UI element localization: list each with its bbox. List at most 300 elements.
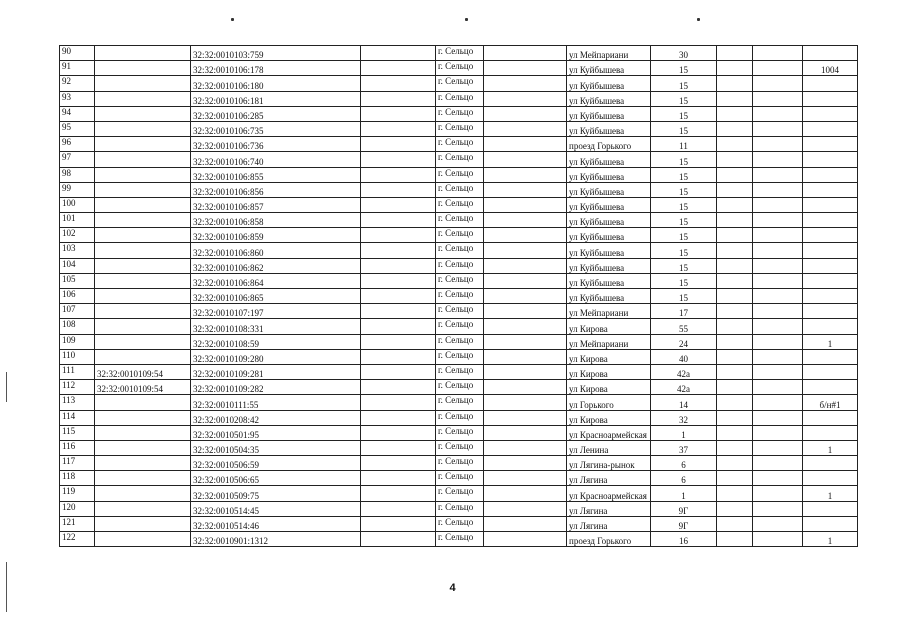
scan-mark — [697, 18, 700, 21]
parent-cadastral-cell — [95, 440, 191, 455]
cadastral-number-cell: 32:32:0010106:736 — [191, 137, 361, 152]
empty-cell-3 — [717, 243, 753, 258]
house-number-cell: 37 — [651, 440, 717, 455]
house-number-cell: 55 — [651, 319, 717, 334]
city-cell: г. Сельцо — [436, 319, 484, 334]
table-row — [60, 258, 858, 273]
table-row — [60, 46, 858, 61]
table-row — [60, 228, 858, 243]
parent-cadastral-cell — [95, 76, 191, 91]
empty-cell-3 — [717, 91, 753, 106]
cadastral-number-cell: 32:32:0010106:864 — [191, 273, 361, 288]
parent-cadastral-cell — [95, 319, 191, 334]
street-cell: ул Куйбышева — [567, 228, 651, 243]
city-cell: г. Сельцо — [436, 137, 484, 152]
house-number-cell: 32 — [651, 410, 717, 425]
empty-cell-3 — [717, 364, 753, 379]
parent-cadastral-cell — [95, 304, 191, 319]
empty-cell-1 — [361, 501, 436, 516]
city-cell: г. Сельцо — [436, 440, 484, 455]
city-cell: г. Сельцо — [436, 213, 484, 228]
empty-cell-1 — [361, 289, 436, 304]
parent-cadastral-cell — [95, 106, 191, 121]
empty-cell-3 — [717, 273, 753, 288]
apartment-cell — [803, 456, 858, 471]
apartment-cell — [803, 258, 858, 273]
street-cell: ул Кирова — [567, 380, 651, 395]
city-cell: г. Сельцо — [436, 501, 484, 516]
city-cell: г. Сельцо — [436, 289, 484, 304]
house-number-cell: 15 — [651, 273, 717, 288]
empty-cell-4 — [753, 46, 803, 61]
empty-cell-4 — [753, 213, 803, 228]
row-number-cell: 94 — [60, 106, 95, 121]
city-cell: г. Сельцо — [436, 182, 484, 197]
empty-cell-1 — [361, 152, 436, 167]
scan-mark — [465, 18, 468, 21]
house-number-cell: 6 — [651, 471, 717, 486]
empty-cell-1 — [361, 516, 436, 531]
empty-cell-2 — [484, 137, 567, 152]
empty-cell-2 — [484, 440, 567, 455]
cadastral-number-cell: 32:32:0010106:856 — [191, 182, 361, 197]
apartment-cell — [803, 137, 858, 152]
row-number-cell: 119 — [60, 486, 95, 501]
row-number-cell: 113 — [60, 395, 95, 410]
apartment-cell — [803, 182, 858, 197]
table-row — [60, 152, 858, 167]
scan-edge-line — [6, 372, 7, 402]
empty-cell-3 — [717, 106, 753, 121]
table-row — [60, 319, 858, 334]
empty-cell-2 — [484, 516, 567, 531]
register-table-body — [60, 46, 858, 547]
empty-cell-2 — [484, 273, 567, 288]
empty-cell-1 — [361, 349, 436, 364]
parent-cadastral-cell — [95, 395, 191, 410]
city-cell: г. Сельцо — [436, 380, 484, 395]
empty-cell-4 — [753, 380, 803, 395]
empty-cell-2 — [484, 152, 567, 167]
apartment-cell — [803, 213, 858, 228]
apartment-cell — [803, 106, 858, 121]
empty-cell-3 — [717, 213, 753, 228]
empty-cell-3 — [717, 349, 753, 364]
table-row — [60, 76, 858, 91]
empty-cell-4 — [753, 152, 803, 167]
empty-cell-4 — [753, 395, 803, 410]
scan-mark — [231, 18, 234, 21]
cadastral-number-cell: 32:32:0010108:59 — [191, 334, 361, 349]
table-row — [60, 91, 858, 106]
city-cell: г. Сельцо — [436, 364, 484, 379]
empty-cell-3 — [717, 532, 753, 547]
house-number-cell: 30 — [651, 46, 717, 61]
parent-cadastral-cell — [95, 243, 191, 258]
parent-cadastral-cell — [95, 167, 191, 182]
cadastral-number-cell: 32:32:0010106:862 — [191, 258, 361, 273]
table-row — [60, 304, 858, 319]
parent-cadastral-cell — [95, 197, 191, 212]
row-number-cell: 117 — [60, 456, 95, 471]
empty-cell-2 — [484, 213, 567, 228]
house-number-cell: 6 — [651, 456, 717, 471]
cadastral-number-cell: 32:32:0010106:285 — [191, 106, 361, 121]
table-row — [60, 61, 858, 76]
empty-cell-4 — [753, 456, 803, 471]
cadastral-number-cell: 32:32:0010501:95 — [191, 425, 361, 440]
empty-cell-4 — [753, 501, 803, 516]
empty-cell-4 — [753, 61, 803, 76]
empty-cell-1 — [361, 76, 436, 91]
city-cell: г. Сельцо — [436, 304, 484, 319]
street-cell: ул Кирова — [567, 319, 651, 334]
apartment-cell — [803, 380, 858, 395]
empty-cell-3 — [717, 486, 753, 501]
empty-cell-4 — [753, 197, 803, 212]
empty-cell-2 — [484, 456, 567, 471]
empty-cell-2 — [484, 258, 567, 273]
street-cell: ул Лягина-рынок — [567, 456, 651, 471]
table-row — [60, 364, 858, 379]
house-number-cell: 15 — [651, 152, 717, 167]
house-number-cell: 15 — [651, 289, 717, 304]
parent-cadastral-cell: 32:32:0010109:54 — [95, 364, 191, 379]
cadastral-number-cell: 32:32:0010106:859 — [191, 228, 361, 243]
city-cell: г. Сельцо — [436, 152, 484, 167]
row-number-cell: 97 — [60, 152, 95, 167]
parent-cadastral-cell — [95, 334, 191, 349]
row-number-cell: 104 — [60, 258, 95, 273]
apartment-cell — [803, 197, 858, 212]
parent-cadastral-cell — [95, 425, 191, 440]
row-number-cell: 92 — [60, 76, 95, 91]
street-cell: ул Кирова — [567, 364, 651, 379]
house-number-cell: 15 — [651, 197, 717, 212]
empty-cell-1 — [361, 380, 436, 395]
parent-cadastral-cell — [95, 152, 191, 167]
row-number-cell: 110 — [60, 349, 95, 364]
parent-cadastral-cell — [95, 273, 191, 288]
empty-cell-1 — [361, 182, 436, 197]
row-number-cell: 99 — [60, 182, 95, 197]
row-number-cell: 90 — [60, 46, 95, 61]
empty-cell-4 — [753, 76, 803, 91]
empty-cell-3 — [717, 410, 753, 425]
empty-cell-3 — [717, 197, 753, 212]
house-number-cell: 1 — [651, 486, 717, 501]
parent-cadastral-cell — [95, 258, 191, 273]
empty-cell-1 — [361, 440, 436, 455]
empty-cell-2 — [484, 289, 567, 304]
cadastral-number-cell: 32:32:0010106:178 — [191, 61, 361, 76]
empty-cell-2 — [484, 228, 567, 243]
empty-cell-2 — [484, 61, 567, 76]
street-cell: ул Куйбышева — [567, 243, 651, 258]
cadastral-number-cell: 32:32:0010506:65 — [191, 471, 361, 486]
empty-cell-3 — [717, 471, 753, 486]
city-cell: г. Сельцо — [436, 334, 484, 349]
row-number-cell: 91 — [60, 61, 95, 76]
empty-cell-3 — [717, 182, 753, 197]
row-number-cell: 122 — [60, 532, 95, 547]
empty-cell-4 — [753, 289, 803, 304]
parent-cadastral-cell — [95, 349, 191, 364]
table-row — [60, 334, 858, 349]
row-number-cell: 109 — [60, 334, 95, 349]
apartment-cell: 1 — [803, 486, 858, 501]
street-cell: проезд Горького — [567, 137, 651, 152]
city-cell: г. Сельцо — [436, 61, 484, 76]
cadastral-number-cell: 32:32:0010106:857 — [191, 197, 361, 212]
empty-cell-1 — [361, 410, 436, 425]
row-number-cell: 102 — [60, 228, 95, 243]
street-cell: ул Красноармейская — [567, 486, 651, 501]
cadastral-number-cell: 32:32:0010509:75 — [191, 486, 361, 501]
city-cell: г. Сельцо — [436, 486, 484, 501]
empty-cell-1 — [361, 456, 436, 471]
street-cell: ул Куйбышева — [567, 197, 651, 212]
city-cell: г. Сельцо — [436, 456, 484, 471]
empty-cell-2 — [484, 76, 567, 91]
city-cell: г. Сельцо — [436, 167, 484, 182]
empty-cell-1 — [361, 425, 436, 440]
empty-cell-2 — [484, 106, 567, 121]
apartment-cell — [803, 289, 858, 304]
empty-cell-2 — [484, 167, 567, 182]
cadastral-number-cell: 32:32:0010107:197 — [191, 304, 361, 319]
house-number-cell: 15 — [651, 258, 717, 273]
row-number-cell: 103 — [60, 243, 95, 258]
empty-cell-4 — [753, 471, 803, 486]
city-cell: г. Сельцо — [436, 349, 484, 364]
parent-cadastral-cell — [95, 289, 191, 304]
house-number-cell: 15 — [651, 91, 717, 106]
empty-cell-4 — [753, 273, 803, 288]
city-cell: г. Сельцо — [436, 228, 484, 243]
city-cell: г. Сельцо — [436, 410, 484, 425]
house-number-cell: 1 — [651, 425, 717, 440]
empty-cell-4 — [753, 91, 803, 106]
apartment-cell — [803, 273, 858, 288]
house-number-cell: 15 — [651, 167, 717, 182]
house-number-cell: 9Г — [651, 501, 717, 516]
row-number-cell: 106 — [60, 289, 95, 304]
cadastral-number-cell: 32:32:0010514:45 — [191, 501, 361, 516]
empty-cell-2 — [484, 486, 567, 501]
street-cell: проезд Горького — [567, 532, 651, 547]
empty-cell-2 — [484, 304, 567, 319]
city-cell: г. Сельцо — [436, 91, 484, 106]
row-number-cell: 101 — [60, 213, 95, 228]
empty-cell-1 — [361, 532, 436, 547]
table-row — [60, 440, 858, 455]
row-number-cell: 98 — [60, 167, 95, 182]
empty-cell-1 — [361, 167, 436, 182]
cadastral-number-cell: 32:32:0010106:865 — [191, 289, 361, 304]
row-number-cell: 116 — [60, 440, 95, 455]
house-number-cell: 24 — [651, 334, 717, 349]
empty-cell-2 — [484, 319, 567, 334]
empty-cell-3 — [717, 516, 753, 531]
house-number-cell: 42а — [651, 364, 717, 379]
row-number-cell: 112 — [60, 380, 95, 395]
empty-cell-4 — [753, 167, 803, 182]
table-row — [60, 410, 858, 425]
street-cell: ул Куйбышева — [567, 258, 651, 273]
empty-cell-2 — [484, 380, 567, 395]
empty-cell-3 — [717, 76, 753, 91]
city-cell: г. Сельцо — [436, 258, 484, 273]
street-cell: ул Куйбышева — [567, 289, 651, 304]
table-row — [60, 349, 858, 364]
table-row — [60, 289, 858, 304]
apartment-cell — [803, 152, 858, 167]
empty-cell-3 — [717, 167, 753, 182]
street-cell: ул Куйбышева — [567, 213, 651, 228]
city-cell: г. Сельцо — [436, 121, 484, 136]
street-cell: ул Мейпариани — [567, 46, 651, 61]
city-cell: г. Сельцо — [436, 46, 484, 61]
empty-cell-1 — [361, 106, 436, 121]
row-number-cell: 121 — [60, 516, 95, 531]
street-cell: ул Мейпариани — [567, 304, 651, 319]
parent-cadastral-cell — [95, 532, 191, 547]
street-cell: ул Кирова — [567, 349, 651, 364]
house-number-cell: 17 — [651, 304, 717, 319]
city-cell: г. Сельцо — [436, 516, 484, 531]
cadastral-number-cell: 32:32:0010106:181 — [191, 91, 361, 106]
street-cell: ул Красноармейская — [567, 425, 651, 440]
empty-cell-4 — [753, 425, 803, 440]
house-number-cell: 15 — [651, 121, 717, 136]
table-row — [60, 182, 858, 197]
empty-cell-3 — [717, 304, 753, 319]
house-number-cell: 15 — [651, 213, 717, 228]
empty-cell-4 — [753, 410, 803, 425]
apartment-cell: 1 — [803, 532, 858, 547]
street-cell: ул Ленина — [567, 440, 651, 455]
empty-cell-2 — [484, 532, 567, 547]
cadastral-number-cell: 32:32:0010506:59 — [191, 456, 361, 471]
apartment-cell — [803, 516, 858, 531]
empty-cell-2 — [484, 425, 567, 440]
empty-cell-1 — [361, 258, 436, 273]
apartment-cell: 1 — [803, 334, 858, 349]
city-cell: г. Сельцо — [436, 76, 484, 91]
empty-cell-4 — [753, 258, 803, 273]
cadastral-number-cell: 32:32:0010106:858 — [191, 213, 361, 228]
empty-cell-4 — [753, 349, 803, 364]
empty-cell-4 — [753, 486, 803, 501]
apartment-cell — [803, 121, 858, 136]
row-number-cell: 93 — [60, 91, 95, 106]
empty-cell-1 — [361, 319, 436, 334]
apartment-cell — [803, 501, 858, 516]
parent-cadastral-cell — [95, 516, 191, 531]
table-row — [60, 425, 858, 440]
empty-cell-1 — [361, 304, 436, 319]
row-number-cell: 105 — [60, 273, 95, 288]
empty-cell-1 — [361, 486, 436, 501]
table-row — [60, 516, 858, 531]
parent-cadastral-cell — [95, 121, 191, 136]
empty-cell-1 — [361, 243, 436, 258]
empty-cell-4 — [753, 137, 803, 152]
apartment-cell — [803, 46, 858, 61]
empty-cell-4 — [753, 243, 803, 258]
street-cell: ул Куйбышева — [567, 76, 651, 91]
apartment-cell — [803, 304, 858, 319]
city-cell: г. Сельцо — [436, 273, 484, 288]
empty-cell-1 — [361, 61, 436, 76]
parent-cadastral-cell — [95, 213, 191, 228]
empty-cell-2 — [484, 410, 567, 425]
street-cell: ул Лягина — [567, 501, 651, 516]
empty-cell-2 — [484, 349, 567, 364]
house-number-cell: 15 — [651, 243, 717, 258]
apartment-cell — [803, 410, 858, 425]
house-number-cell: 15 — [651, 61, 717, 76]
empty-cell-1 — [361, 364, 436, 379]
empty-cell-4 — [753, 319, 803, 334]
empty-cell-3 — [717, 46, 753, 61]
apartment-cell: 1004 — [803, 61, 858, 76]
apartment-cell — [803, 349, 858, 364]
street-cell: ул Кирова — [567, 410, 651, 425]
empty-cell-4 — [753, 516, 803, 531]
table-row — [60, 121, 858, 136]
empty-cell-1 — [361, 137, 436, 152]
empty-cell-3 — [717, 61, 753, 76]
cadastral-number-cell: 32:32:0010208:42 — [191, 410, 361, 425]
empty-cell-4 — [753, 228, 803, 243]
empty-cell-1 — [361, 213, 436, 228]
cadastral-number-cell: 32:32:0010106:855 — [191, 167, 361, 182]
cadastral-number-cell: 32:32:0010106:735 — [191, 121, 361, 136]
apartment-cell — [803, 425, 858, 440]
street-cell: ул Куйбышева — [567, 91, 651, 106]
parent-cadastral-cell — [95, 456, 191, 471]
house-number-cell: 14 — [651, 395, 717, 410]
row-number-cell: 95 — [60, 121, 95, 136]
house-number-cell: 15 — [651, 182, 717, 197]
apartment-cell — [803, 243, 858, 258]
cadastral-number-cell: 32:32:0010109:280 — [191, 349, 361, 364]
empty-cell-1 — [361, 334, 436, 349]
street-cell: ул Лягина — [567, 471, 651, 486]
parent-cadastral-cell — [95, 501, 191, 516]
city-cell: г. Сельцо — [436, 197, 484, 212]
empty-cell-1 — [361, 121, 436, 136]
table-row — [60, 501, 858, 516]
city-cell: г. Сельцо — [436, 243, 484, 258]
cadastral-number-cell: 32:32:0010103:759 — [191, 46, 361, 61]
apartment-cell: б/н#1 — [803, 395, 858, 410]
empty-cell-1 — [361, 228, 436, 243]
city-cell: г. Сельцо — [436, 106, 484, 121]
table-row — [60, 380, 858, 395]
table-row — [60, 486, 858, 501]
city-cell: г. Сельцо — [436, 532, 484, 547]
empty-cell-1 — [361, 46, 436, 61]
cadastral-number-cell: 32:32:0010901:1312 — [191, 532, 361, 547]
empty-cell-4 — [753, 106, 803, 121]
empty-cell-3 — [717, 228, 753, 243]
empty-cell-2 — [484, 501, 567, 516]
house-number-cell: 40 — [651, 349, 717, 364]
empty-cell-1 — [361, 273, 436, 288]
